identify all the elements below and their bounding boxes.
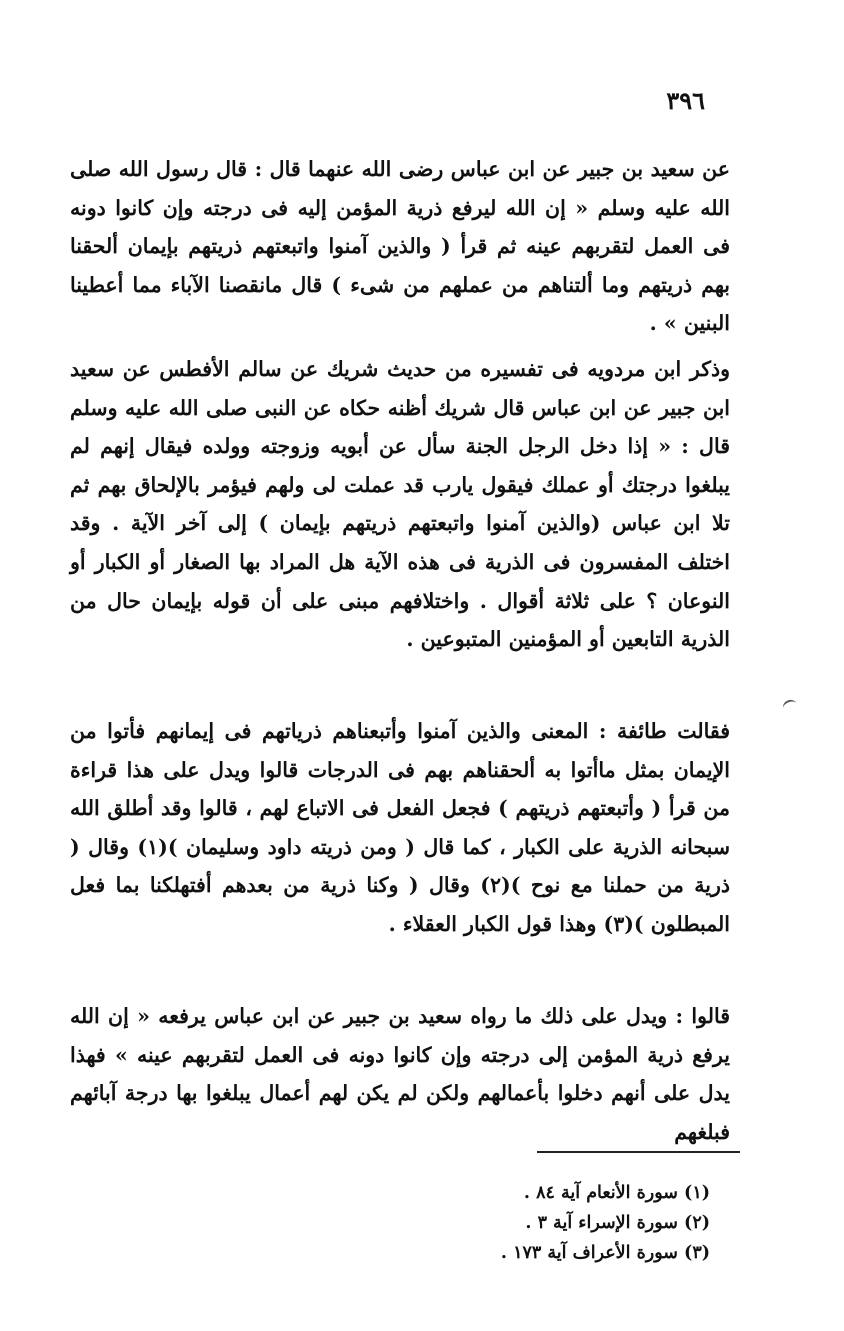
footnote-1: (١) سورة الأنعام آية ٨٤ . [523, 1183, 710, 1203]
footnote-2: (٢) سورة الإسراء آية ٣ . [525, 1213, 710, 1233]
footnote-3: (٣) سورة الأعراف آية ١٧٣ . [500, 1243, 710, 1263]
footnotes [400, 1178, 710, 1268]
page-number: ٣٩٦ [666, 86, 705, 115]
paragraph-2: وذكر ابن مردويه فى تفسيره من حديث شريك عن سالم الأفطس عن سعيد ابن جبير عن ابن عباس قال شريك أظنه حكاه عن النبى صلى الله عليه وسلم قال : « إذا دخل الرجل الجنة سأل عن أبويه وزوجته وولده فيقال إنهم لم يبلغوا درجتك أو عملك فيقول يارب قد عملت لى ولهم فيؤمر بالإلحاق بهم ثم تلا ابن عباس (والذين آمنوا واتبعتهم ذريتهم بإيمان ) إلى آخر الآية . وقد اختلف المفسرون فى الذرية فى هذه الآية هل المراد بها الصغار أو الكبار أو النوعان ؟ على ثلاثة أقوال . واختلافهم مبنى على أن قوله بإيمان حال من الذرية التابعين أو المؤمنين المتبوعين . [70, 357, 730, 652]
paragraph-4: قالوا : ويدل على ذلك ما رواه سعيد بن جبير عن ابن عباس يرفعه « إن الله يرفع ذرية المؤمن إلى درجته وإن كانوا دونه فى العمل لتقربهم عينه » فهذا يدل على أنهم دخلوا بأعمالهم ولكن لم يكن لهم أعمال يبلغوا بها درجة آبائهم فبلغهم [70, 1004, 730, 1144]
footnote-divider [537, 1151, 740, 1153]
paragraph-1: عن سعيد بن جبير عن ابن عباس رضى الله عنهما قال : قال رسول الله صلى الله عليه وسلم « إن الله ليرفع ذرية المؤمن إليه فى درجته وإن كانوا دونه فى العمل لتقربهم عينه ثم قرأ ( والذين آمنوا واتبعتهم ذريتهم بإيمان ألحقنا بهم ذريتهم وما ألتناهم من عملهم من شىء ) قال مانقصنا الآباء مما أعطينا البنين » . [70, 157, 730, 336]
paragraph-3: فقالت طائفة : المعنى والذين آمنوا وأتبعناهم ذرياتهم فى إيمانهم فأتوا من الإيمان بمثل ماأتوا به ألحقناهم بهم فى الدرجات قالوا ويدل على هذا قراءة من قرأ ( وأتبعتهم ذريتهم ) فجعل الفعل فى الاتباع لهم ، قالوا وقد أطلق الله سبحانه الذرية على الكبار ، كما قال ( ومن ذريته داود وسليمان )(١) وقال ( ذرية من حملنا مع نوح )(٢) وقال ( وكنا ذرية من بعدهم أفتهلكنا بما فعل المبطلون )(٣) وهذا قول الكبار العقلاء . [70, 719, 731, 936]
margin-mark [781, 698, 798, 714]
